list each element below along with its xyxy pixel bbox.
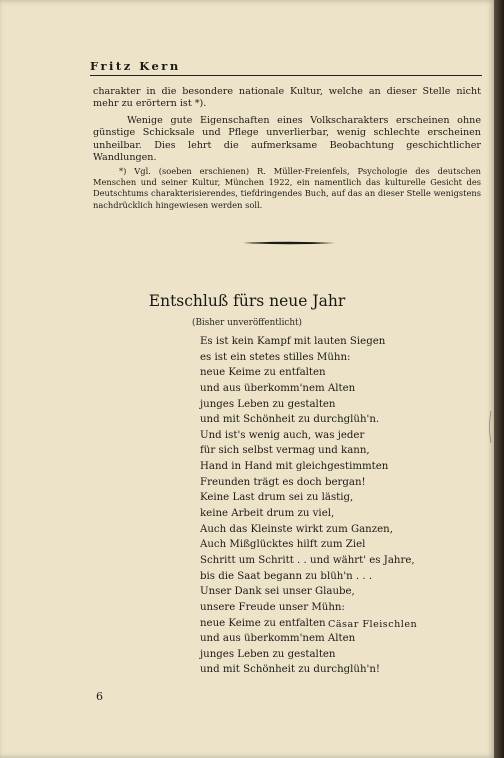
header-rule xyxy=(90,75,482,76)
poem-line: Und ist's wenig auch, was jeder xyxy=(200,429,365,441)
poem-line: neue Keime zu entfalten xyxy=(200,367,326,379)
poem-line: Hand in Hand mit gleichgestimmten xyxy=(200,461,389,473)
poem-line: Auch Mißglücktes hilft zum Ziel xyxy=(200,539,366,551)
poem-title: Entschluß fürs neue Jahr xyxy=(148,292,346,310)
poem-line: Keine Last drum sei zu lästig, xyxy=(200,492,354,504)
poem-author: Cäsar Fleischlen xyxy=(328,619,418,630)
ornamental-divider xyxy=(243,241,335,245)
margin-mark xyxy=(487,410,493,444)
body-paragraph-1: charakter in die besondere nationale Kultur, welche an dieser Stelle nicht mehr zu erörtern ist *). xyxy=(93,86,481,110)
poem-line: Schritt um Schritt . . und währt' es Jahre, xyxy=(200,554,415,566)
poem-line: Auch das Kleinste wirkt zum Ganzen, xyxy=(200,523,393,535)
poem-line: neue Keime zu entfalten xyxy=(200,617,326,629)
poem-line: keine Arbeit drum zu viel, xyxy=(200,508,335,520)
poem-line: es ist ein stetes stilles Mühn: xyxy=(200,351,351,363)
page-number: 6 xyxy=(96,690,103,703)
poem-line: junges Leben zu gestalten xyxy=(200,398,336,410)
poem-line: und aus überkomm'nem Alten xyxy=(200,382,356,394)
poem-line: für sich selbst vermag und kann, xyxy=(200,445,370,457)
poem-subtitle: (Bisher unveröffentlicht) xyxy=(192,318,302,328)
poem-line: bis die Saat begann zu blüh'n . . . xyxy=(200,570,373,582)
poem-line: und mit Schönheit zu durchglüh'n! xyxy=(200,664,380,676)
poem-line: Es ist kein Kampf mit lauten Siegen xyxy=(200,336,386,347)
page-edge-shadow xyxy=(494,0,504,758)
poem-line: und mit Schönheit zu durchglüh'n. xyxy=(200,414,380,426)
body-paragraph-2: Wenige gute Eigenschaften eines Volkscharakters erscheinen ohne günstige Schicksale und Pflege unverlierbar, wenig schlechte erscheinen unheilbar. Dies lehrt die aufmerksame Beobachtung geschichtlicher Wandlungen. xyxy=(93,115,481,163)
poem-line: Unser Dank sei unser Glaube, xyxy=(200,586,355,598)
poem-line: Freunden trägt es doch bergan! xyxy=(200,476,366,488)
running-head: Fritz Kern xyxy=(90,59,181,73)
footnote: *) Vgl. (soeben erschienen) R. Müller-Freienfels, Psychologie des deutschen Menschen und seiner Kultur, München 1922, ein namentlich das kulturelle Gesicht des Deutschtums charakterisierendes, tiefdringendes Buch, auf das an dieser Stelle wenigstens nachdrücklich hingewiesen werden soll. xyxy=(93,166,481,210)
poem-line: und aus überkomm'nem Alten xyxy=(200,633,356,645)
poem-line: junges Leben zu gestalten xyxy=(200,648,336,660)
poem-line: unsere Freude unser Mühn: xyxy=(200,601,345,613)
